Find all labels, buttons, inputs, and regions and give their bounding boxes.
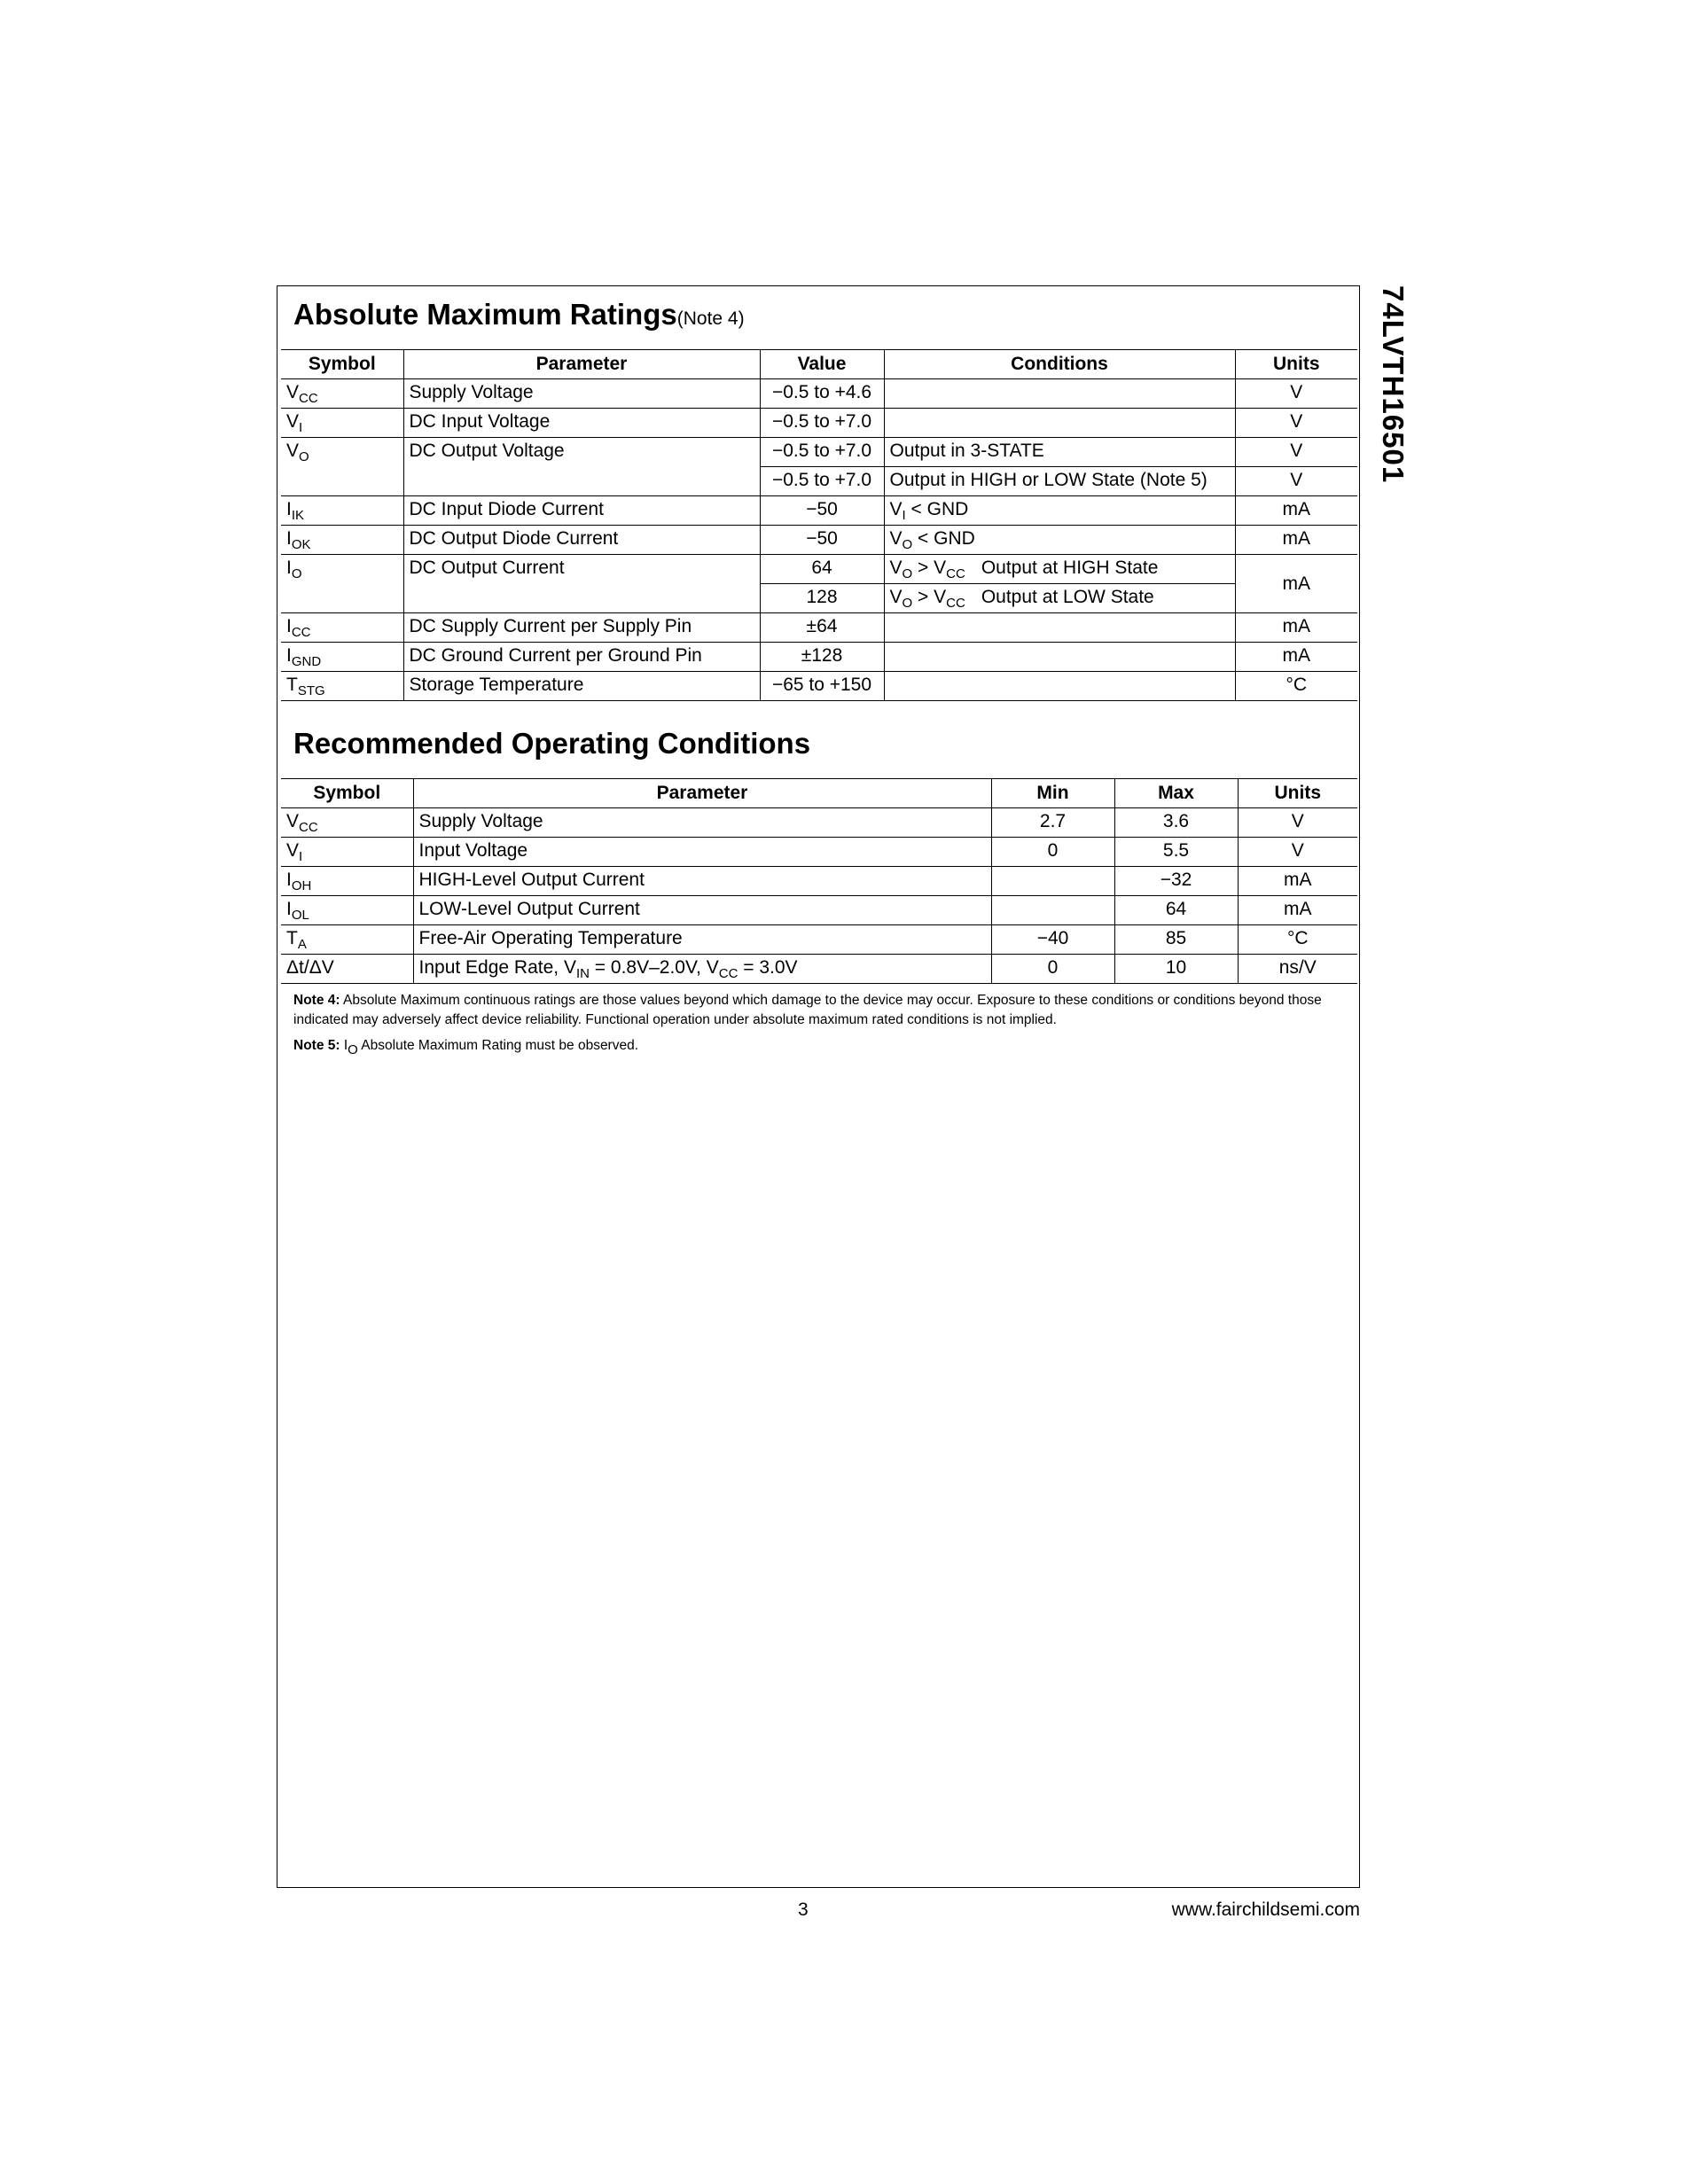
max-cell: 5.5 [1114, 838, 1238, 867]
value-cell: −50 [760, 496, 884, 526]
table-row [281, 526, 1357, 555]
col-header: Symbol [281, 779, 413, 808]
units-cell: mA [1235, 496, 1357, 526]
note-4-label: Note 4: [293, 993, 340, 1008]
symbol-cell: $I_{IK}$ [281, 496, 403, 526]
min-cell: 0 [991, 838, 1114, 867]
parameter-cell: HIGH-Level Output Current [413, 867, 991, 896]
conditions-cell [884, 409, 1235, 438]
parameter-cell: Input Voltage [413, 838, 991, 867]
col-header: Units [1235, 350, 1357, 379]
value-cell: −50 [760, 526, 884, 555]
max-cell: 85 [1114, 925, 1238, 955]
parameter-cell: Storage Temperature [403, 672, 760, 701]
units-cell: °C [1235, 672, 1357, 701]
note-5: Note 5: $I_O$ Absolute Maximum Rating must be observed. [293, 1038, 639, 1057]
website-link[interactable]: www.fairchildsemi.com [1171, 1899, 1360, 1920]
rec-op-table [281, 778, 1357, 984]
table-row [281, 925, 1357, 955]
parameter-cell: Supply Voltage [413, 808, 991, 838]
units-cell: mA [1235, 526, 1357, 555]
col-header: Parameter [413, 779, 991, 808]
parameter-cell: DC Supply Current per Supply Pin [403, 613, 760, 643]
units-cell: V [1238, 808, 1357, 838]
table-header-row [281, 779, 1357, 808]
parameter-cell: Input Edge Rate, $V_{IN} = 0.8V-2.0V$, $V_{CC} = 3.0V$ [413, 955, 991, 984]
note-4 [293, 991, 1340, 1030]
units-cell: mA [1238, 896, 1357, 925]
col-header: Units [1238, 779, 1357, 808]
parameter-cell: DC Output Voltage [403, 438, 760, 496]
abs-max-table [281, 349, 1357, 701]
symbol-cell: $T_A$ [281, 925, 413, 955]
min-cell [991, 896, 1114, 925]
units-cell: ns/V [1238, 955, 1357, 984]
units-cell: °C [1238, 925, 1357, 955]
symbol-cell: $V_I$ [281, 838, 413, 867]
value-cell: −0.5 to +7.0 [760, 438, 884, 467]
table-row [281, 379, 1357, 409]
conditions-cell [884, 672, 1235, 701]
note-4-text: Absolute Maximum continuous ratings are those values beyond which damage to the device may occur. Exposure to these conditions or conditions beyond those indicated may adversely affect device reliability. Functional operation under absolute maximum rated conditions is not implied. [293, 993, 1322, 1027]
units-cell: V [1235, 409, 1357, 438]
col-header: Value [760, 350, 884, 379]
value-cell: ±128 [760, 643, 884, 672]
max-cell: 3.6 [1114, 808, 1238, 838]
table-row [281, 672, 1357, 701]
min-cell: 2.7 [991, 808, 1114, 838]
part-number-title: 74LVTH16501 [1377, 285, 1410, 484]
conditions-cell: $V_I$ < GND [884, 496, 1235, 526]
page-number: 3 [798, 1899, 809, 1920]
abs-max-note-ref: (Note 4) [676, 308, 745, 329]
conditions-cell [884, 643, 1235, 672]
table-row [281, 867, 1357, 896]
symbol-cell: $V_{CC}$ [281, 808, 413, 838]
conditions-cell: Output in HIGH or LOW State (Note 5) [884, 467, 1235, 496]
units-cell: V [1235, 379, 1357, 409]
value-cell: ±64 [760, 613, 884, 643]
parameter-cell: DC Input Voltage [403, 409, 760, 438]
table-row [281, 896, 1357, 925]
symbol-cell: $I_{GND}$ [281, 643, 403, 672]
table-row [281, 955, 1357, 984]
units-cell: V [1235, 467, 1357, 496]
value-cell: 128 [760, 584, 884, 613]
units-cell: mA [1235, 555, 1357, 613]
table-row [281, 555, 1357, 584]
units-cell: mA [1235, 643, 1357, 672]
parameter-cell: Free-Air Operating Temperature [413, 925, 991, 955]
units-cell: mA [1238, 867, 1357, 896]
symbol-cell: $I_O$ [281, 555, 403, 613]
rec-op-heading: Recommended Operating Conditions [293, 727, 811, 760]
symbol-cell: Δt/ΔV [281, 955, 413, 984]
units-cell: V [1235, 438, 1357, 467]
parameter-cell: DC Output Diode Current [403, 526, 760, 555]
abs-max-title: Absolute Maximum Ratings [293, 298, 677, 331]
value-cell: −0.5 to +4.6 [760, 379, 884, 409]
conditions-cell: $V_O$ < GND [884, 526, 1235, 555]
symbol-cell: $V_I$ [281, 409, 403, 438]
table-row [281, 643, 1357, 672]
note-5-text: Absolute Maximum Rating must be observed. [357, 1038, 639, 1053]
conditions-cell: $V_O > V_{CC}$ Output at LOW State [884, 584, 1235, 613]
max-cell: 64 [1114, 896, 1238, 925]
conditions-cell [884, 379, 1235, 409]
min-cell: 0 [991, 955, 1114, 984]
units-cell: V [1238, 838, 1357, 867]
max-cell: 10 [1114, 955, 1238, 984]
min-cell: −40 [991, 925, 1114, 955]
value-cell: −65 to +150 [760, 672, 884, 701]
col-header: Parameter [403, 350, 760, 379]
symbol-cell: $I_{OL}$ [281, 896, 413, 925]
table-row [281, 808, 1357, 838]
parameter-cell: DC Input Diode Current [403, 496, 760, 526]
table-row [281, 496, 1357, 526]
note-5-label: Note 5: [293, 1038, 340, 1053]
symbol-cell: $I_{OH}$ [281, 867, 413, 896]
symbol-cell: $T_{STG}$ [281, 672, 403, 701]
col-header: Max [1114, 779, 1238, 808]
symbol-cell: $V_{CC}$ [281, 379, 403, 409]
conditions-cell [884, 613, 1235, 643]
table-row [281, 838, 1357, 867]
max-cell: −32 [1114, 867, 1238, 896]
value-cell: −0.5 to +7.0 [760, 409, 884, 438]
table-row [281, 409, 1357, 438]
symbol-cell: $I_{OK}$ [281, 526, 403, 555]
table-header-row [281, 350, 1357, 379]
abs-max-heading [293, 298, 745, 332]
min-cell [991, 867, 1114, 896]
col-header: Min [991, 779, 1114, 808]
parameter-cell: DC Output Current [403, 555, 760, 613]
symbol-cell: $I_{CC}$ [281, 613, 403, 643]
parameter-cell: LOW-Level Output Current [413, 896, 991, 925]
units-cell: mA [1235, 613, 1357, 643]
parameter-cell: DC Ground Current per Ground Pin [403, 643, 760, 672]
table-row [281, 613, 1357, 643]
conditions-cell: $V_O > V_{CC}$ Output at HIGH State [884, 555, 1235, 584]
col-header: Conditions [884, 350, 1235, 379]
parameter-cell: Supply Voltage [403, 379, 760, 409]
col-header: Symbol [281, 350, 403, 379]
value-cell: −0.5 to +7.0 [760, 467, 884, 496]
table-row [281, 438, 1357, 467]
value-cell: 64 [760, 555, 884, 584]
conditions-cell: Output in 3-STATE [884, 438, 1235, 467]
symbol-cell: $V_O$ [281, 438, 403, 496]
